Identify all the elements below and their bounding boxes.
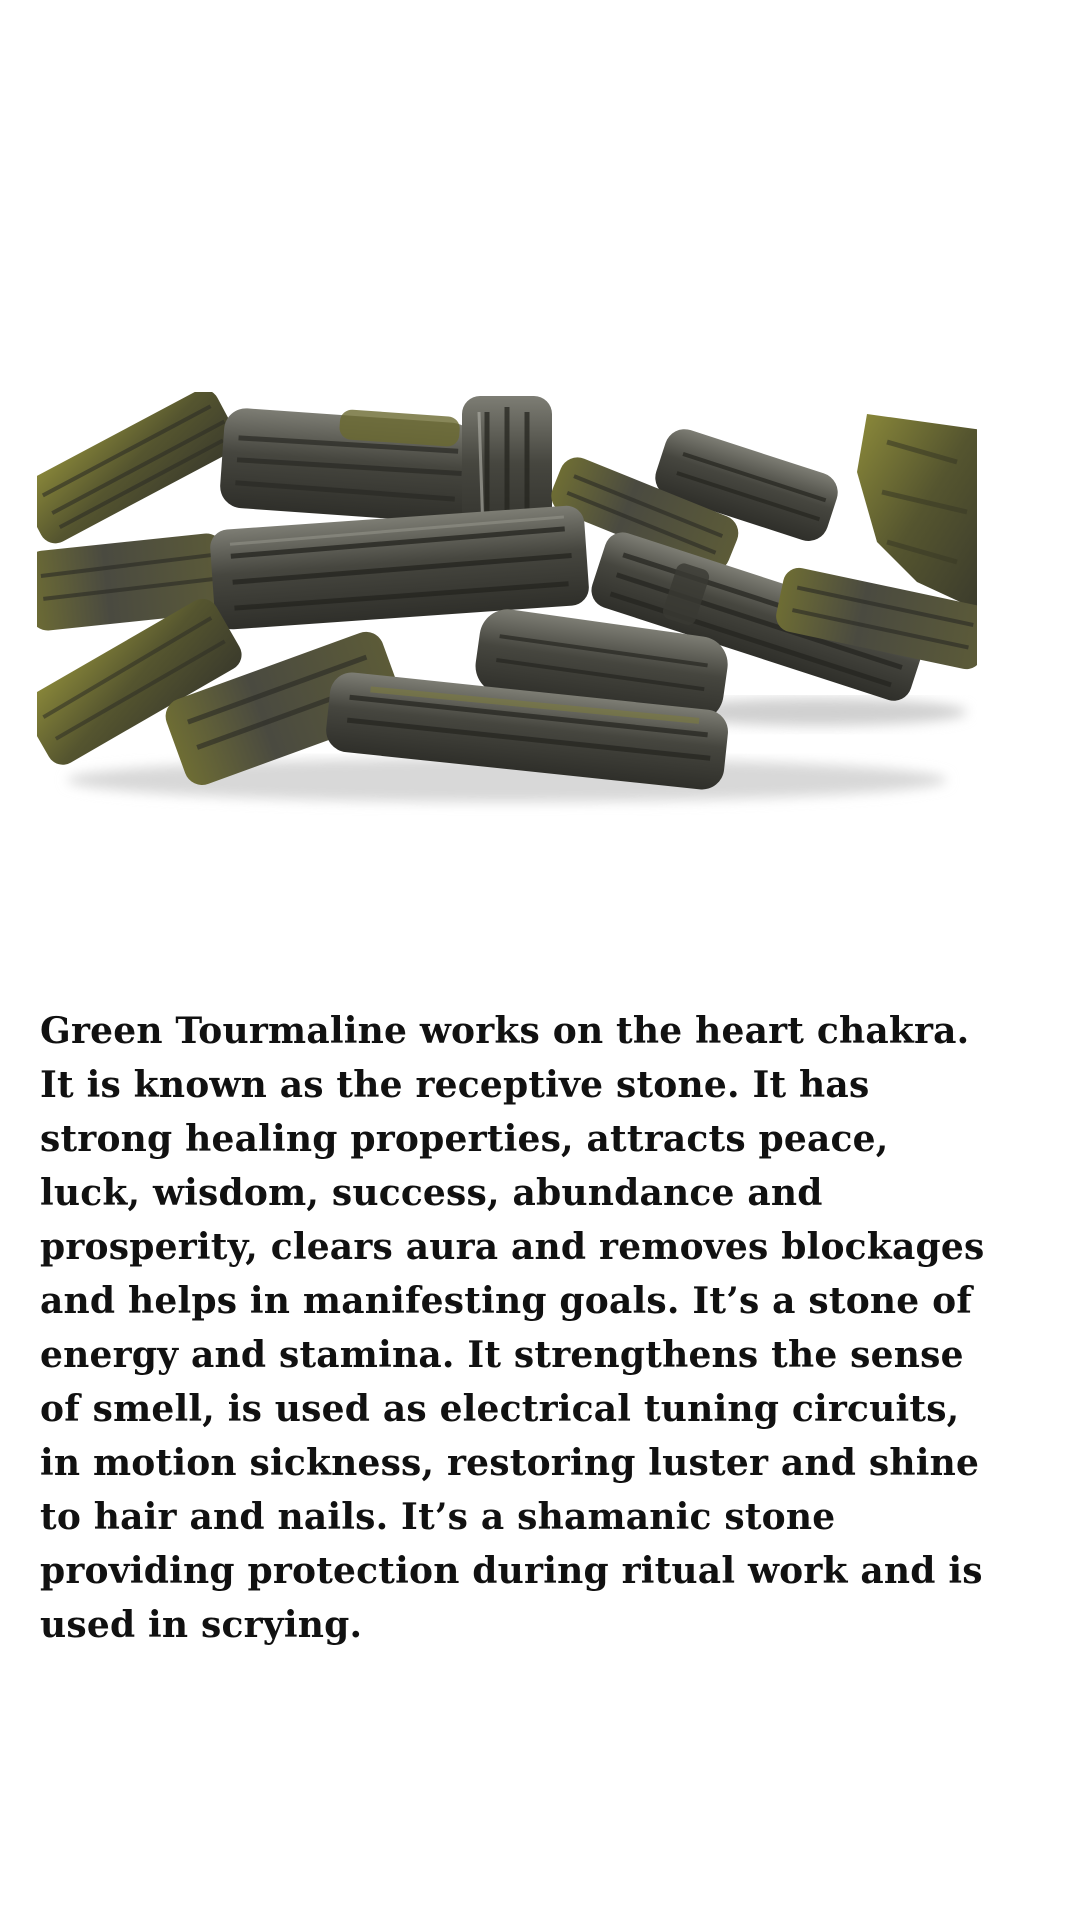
product-description: Green Tourmaline works on the heart chakra. It is known as the receptive stone. It has strong healing properties, attracts peace, luck, wisdom, success, abundance and prosperity, clears aura and removes blockages and helps in manifesting goals. It’s a stone of energy and stamina. It strengthens the sense of smell, is used as electrical tuning circuits, in motion sickness, restoring luster and shine to hair and nails. It’s a shamanic stone providing protection during ritual work and is used in scrying. bbox=[40, 1010, 985, 1646]
green-tourmaline-crystals-photo bbox=[37, 392, 977, 822]
crystal-shape bbox=[857, 414, 977, 612]
product-image bbox=[37, 392, 977, 822]
crystal-shape bbox=[209, 505, 590, 631]
crystal-shape bbox=[37, 392, 243, 549]
crystal-shape bbox=[219, 401, 476, 524]
